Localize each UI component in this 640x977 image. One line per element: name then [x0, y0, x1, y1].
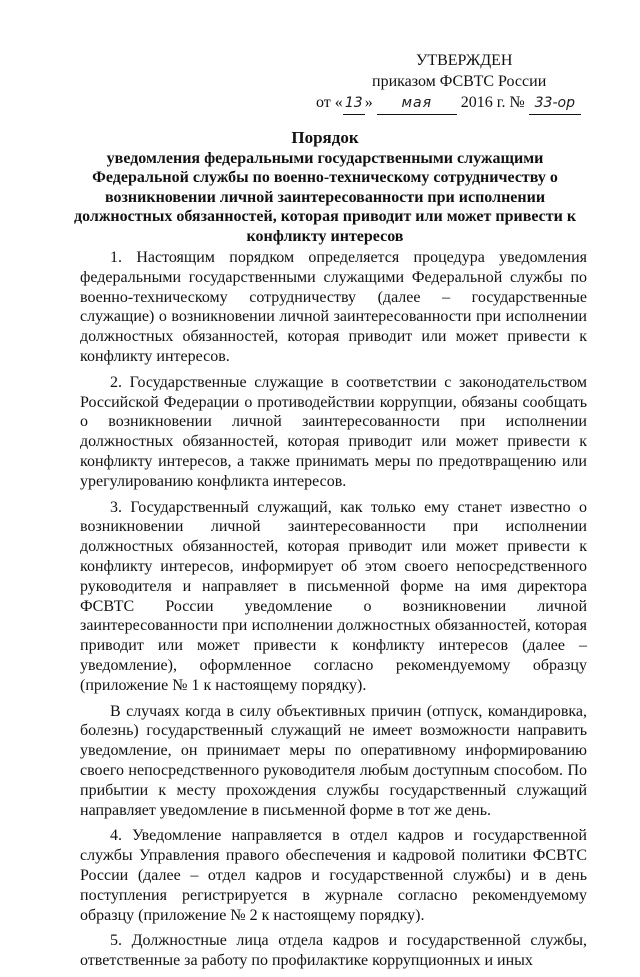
paragraph-3-cont: В случаях когда в силу объективных причин (отпуск, командировка, болезнь) государственный служащий не имеет возможности направить уведомление, он принимает меры по оперативному информированию своего непосредственного руководителя любым доступным способом. По прибытии к месту прохождения службы государственный служащий направляет уведомление в письменной форме в тот же день. — [80, 702, 587, 819]
paragraph-2: 2. Государственные служащие в соответствии с законодательством Российской Федерации о противодействии коррупции, обязаны сообщать о возникновении личной заинтересованности при исполнении должностных обязанностей, которая приводит или может привести к конфликту интересов, а также принимать меры по предотвращению или урегулированию конфликта интересов. — [80, 373, 587, 490]
document-subtitle: уведомления федеральными государственными служащими Федеральной службы по военно-техническому сотрудничеству о возникновении личной заинтересованности при исполнении должностных обязанностей, которая приводит или может привести к конфликту интересов — [73, 149, 577, 245]
document-heading — [60, 128, 590, 247]
approval-title: УТВЕРЖДЕН — [416, 52, 513, 69]
paragraph-4: 4. Уведомление направляется в отдел кадров и государственной службы Управления правого обеспечения и кадровой политики ФСВТС России (далее – отдел кадров и государственной службы) и в день поступления регистрируется в журнале согласно рекомендуемому образцу (приложение № 2 к настоящему порядку). — [80, 827, 587, 924]
paragraph-3: 3. Государственный служащий, как только ему станет известно о возникновении личной заинтересованности при исполнении должностных обязанностей, которая приводит или может привести к конфликту интересов, информирует об этом своего непосредственного руководителя и направляет в письменной форме на имя директора ФСВТС России уведомление о возникновении личной заинтересованности при исполнении должностных обязанностей, которая приводит или может привести к конфликту интересов (далее – уведомление), оформленное согласно рекомендуемому образцу (приложение № 1 к настоящему порядку). — [80, 498, 587, 694]
handwritten-day: 13 — [343, 93, 365, 115]
year-text: 2016 г. № — [460, 94, 525, 111]
paragraph-1: 1. Настоящим порядком определяется процедура уведомления федеральными государственными служащими Федеральной службы по военно-техническому сотрудничеству (далее – государственные служащие) о возникновении личной заинтересованности при исполнении должностных обязанностей, которая приводит или может привести к конфликту интересов. — [80, 249, 587, 365]
handwritten-order-number: 33-ор — [529, 93, 581, 115]
paragraph-5: 5. Должностные лица отдела кадров и государственной службы, ответственные за работу по профилактике коррупционных и иных — [80, 932, 587, 970]
approval-stamp — [316, 50, 596, 115]
date-mid: » — [364, 94, 373, 111]
handwritten-month: мая — [377, 93, 457, 115]
approval-order-line: приказом ФСВТС России — [372, 73, 547, 90]
document-title: Порядок — [291, 128, 359, 147]
approval-date-line — [316, 92, 596, 115]
date-prefix: от « — [316, 94, 343, 111]
document-body — [80, 248, 587, 977]
